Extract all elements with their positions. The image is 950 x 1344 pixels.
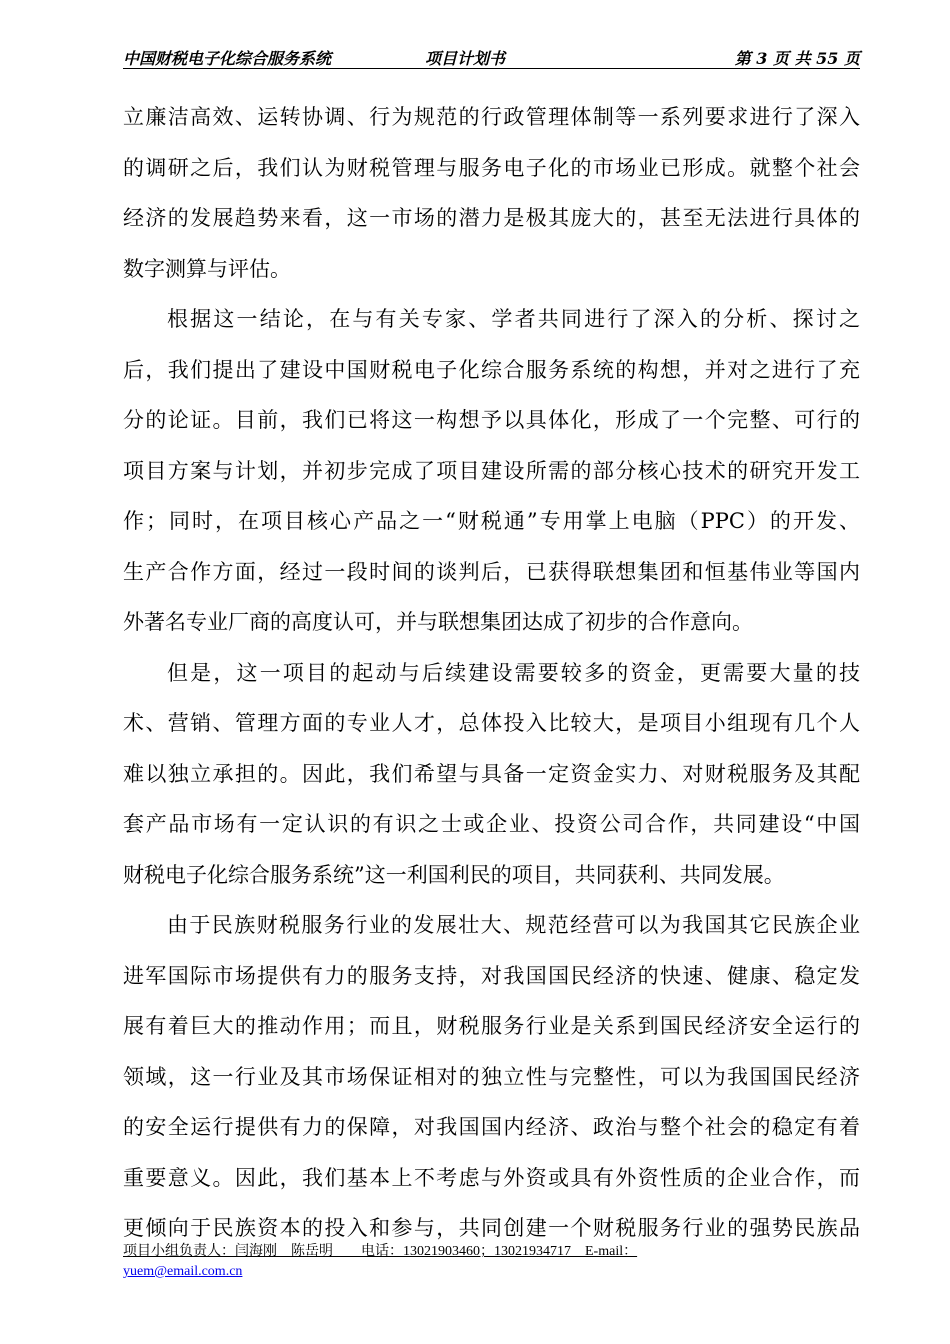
text-line: 外著名专业厂商的高度认可，并与联想集团达成了初步的合作意向。 bbox=[123, 610, 753, 634]
page-header bbox=[123, 46, 860, 69]
text-line: 财税电子化综合服务系统”这一利国利民的项目，共同获利、共同发展。 bbox=[123, 862, 785, 887]
text-line: 项目方案与计划，并初步完成了项目建设所需的部分核心技术的研究开发工 bbox=[123, 458, 860, 483]
text-line: 的安全运行提供有力的保障，对我国国内经济、政治与整个社会的稳定有着 bbox=[123, 1115, 860, 1139]
footer-contact: 项目小组负责人：闫海刚 陈岳明 电话：13021903460；13021934717 E-mail： bbox=[123, 1244, 638, 1259]
page-footer bbox=[123, 1242, 860, 1282]
text-line: 更倾向于民族资本的投入和参与，共同创建一个财税服务行业的强势民族品 bbox=[123, 1216, 860, 1240]
text-line: 但是，这一项目的起动与后续建设需要较多的资金，更需要大量的技 bbox=[167, 660, 860, 685]
text-line: 的调研之后，我们认为财税管理与服务电子化的市场业已形成。就整个社会 bbox=[123, 155, 860, 180]
text-line: 作；同时，在项目核心产品之一“财税通”专用掌上电脑（PPC）的开发、 bbox=[123, 509, 860, 533]
text-line: 根据这一结论，在与有关专家、学者共同进行了深入的分析、探讨之 bbox=[167, 307, 860, 331]
text-line: 领域，这一行业及其市场保证相对的独立性与完整性，可以为我国国民经济 bbox=[123, 1064, 860, 1089]
text-line: 由于民族财税服务行业的发展壮大、规范经营可以为我国其它民族企业 bbox=[167, 913, 860, 937]
text-line: 生产合作方面，经过一段时间的谈判后，已获得联想集团和恒基伟业等国内 bbox=[123, 559, 860, 584]
document-body bbox=[123, 92, 860, 1254]
text-line: 分的论证。目前，我们已将这一构想予以具体化，形成了一个完整、可行的 bbox=[123, 408, 860, 432]
text-line: 数字测算与评估。 bbox=[123, 256, 291, 281]
header-doc-type: 项目计划书 bbox=[425, 49, 506, 68]
email-link[interactable]: yuem@email.com.cn bbox=[123, 1264, 243, 1279]
text-line: 难以独立承担的。因此，我们希望与具备一定资金实力、对财税服务及其配 bbox=[123, 761, 860, 786]
text-line: 术、营销、管理方面的专业人才，总体投入比较大，是项目小组现有几个人 bbox=[123, 711, 860, 735]
text-line: 套产品市场有一定认识的有识之士或企业、投资公司合作，共同建设“中国 bbox=[123, 812, 860, 836]
header-system-name: 中国财税电子化综合服务系统 bbox=[123, 49, 332, 68]
text-line: 重要意义。因此，我们基本上不考虑与外资或具有外资性质的企业合作，而 bbox=[123, 1165, 860, 1190]
text-line: 展有着巨大的推动作用；而且，财税服务行业是关系到国民经济安全运行的 bbox=[123, 1014, 860, 1038]
header-page-number: 第 3 页 共 55 页 bbox=[734, 49, 860, 68]
text-line: 经济的发展趋势来看，这一市场的潜力是极其庞大的，甚至无法进行具体的 bbox=[123, 206, 860, 230]
text-line: 后，我们提出了建设中国财税电子化综合服务系统的构想，并对之进行了充 bbox=[123, 357, 860, 382]
footer-contact-line bbox=[123, 1242, 860, 1262]
text-line: 立廉洁高效、运转协调、行为规范的行政管理体制等一系列要求进行了深入 bbox=[123, 105, 860, 129]
text-line: 进军国际市场提供有力的服务支持，对我国国民经济的快速、健康、稳定发 bbox=[123, 963, 860, 988]
